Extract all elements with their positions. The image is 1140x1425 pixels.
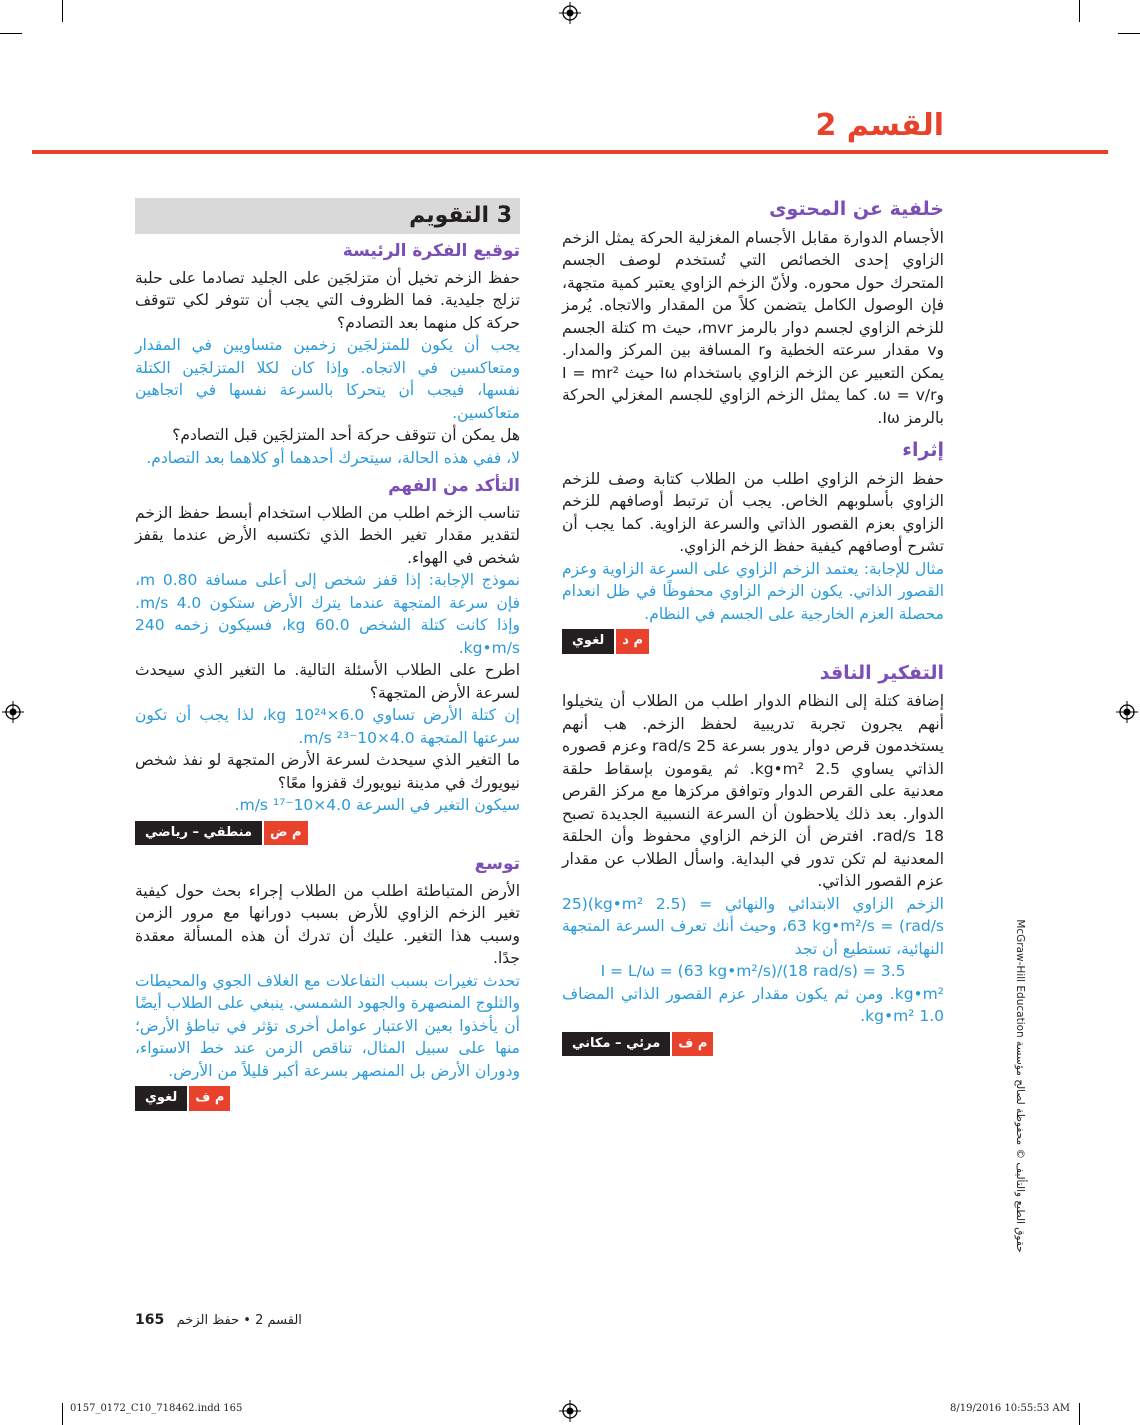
heading-critical-thinking: التفكير الناقد: [819, 661, 944, 684]
answer-text: kg•m². ومن ثم يكون مقدار عزم القصور الذاتي المضاف 1.0 kg•m².: [562, 984, 944, 1025]
crop-mark: [62, 0, 63, 22]
section-title: القسم 2: [815, 108, 944, 143]
copyright-sidebar: [1010, 910, 1036, 1270]
answer-text: الزخم الزاوي الابتدائي والنهائي = (2.5 kg•m²)(25 rad/s) = 63 kg•m²/s، وحيث أنك تعرف السرعة المتجهة النهائية، تستطيع أن تجد: [562, 894, 945, 958]
learning-style-tag: مرئي – مكاني: [562, 1032, 670, 1057]
crop-mark: [1079, 0, 1080, 22]
heading-check-understanding: التأكد من الفهم: [388, 476, 520, 496]
slug-timestamp: 8/19/2016 10:55:53 AM: [949, 1403, 1070, 1414]
paragraph: اطرح على الطلاب الأسئلة التالية. ما التغير الذي سيحدث لسرعة الأرض المتجهة؟: [135, 661, 520, 702]
copyright-text: حقوق الطبع والتأليف © محفوظة لصالح مؤسسة McGraw-Hill Education: [1014, 919, 1026, 1253]
formula: I = L/ω = (63 kg•m²/s)/(18 rad/s) = 3.5: [600, 962, 906, 980]
learning-style-tag: لغوي: [135, 1086, 187, 1111]
heading-enrichment: إثراء: [902, 439, 944, 461]
crop-mark: [1079, 1403, 1080, 1425]
paragraph: تناسب الزخم اطلب من الطلاب استخدام أبسط حفظ الزخم لتقدير مقدار تغير الخط الذي تكتسبه الأرض عندما يقفز شخص في الهواء.: [135, 503, 520, 567]
tag-row: [135, 821, 520, 846]
paragraph: الأجسام الدوارة مقابل الأجسام المغزلية الحركة يمثل الزخم الزاوي إحدى الخصائص التي تُستخدم لوصف الجسم المتحرك حول محوره. ولأنّ الزخم الزاوي يعتبر كمية متجهة، فإن الوصول الكامل يتضمن كلاً من المقدار والاتجاه. يُرمز للزخم الزاوي لجسم دوار بالرمز mvr، حيث m كتلة الجسم وv مقدار سرعته الخطية وr المسافة بين المركز والمدار. يمكن التعبير عن الزخم الزاوي باستخدام Iω حيث I = mr² وω = v/r. كما يمثل الزخم الزاوي للجسم المغزلي الحركة بالرمز Iω.: [562, 228, 945, 427]
level-tag: م ف: [189, 1086, 230, 1111]
page-footer: [135, 1312, 302, 1328]
registration-mark-icon: [559, 1400, 581, 1422]
heading-extend: توسع: [474, 854, 520, 874]
page-number: 165: [135, 1312, 165, 1328]
answer-text: تحدث تغيرات بسبب التفاعلات مع الغلاف الجوي والمحيطات والثلوج المنصهرة والجهود الشمسي. ينبغي على الطلاب أيضًا أن يأخذوا بعين الاعتبار عوامل أخرى تؤثر في تباطؤ الأرض؛ منها على سبيل المثال، تناقص الزمن عند خط الاستواء، ودوران الأرض بل المنصهر بسرعة أكبر قليلاً من الأرض.: [135, 971, 520, 1080]
paragraph: الأرض المتباطئة اطلب من الطلاب إجراء بحث حول كيفية تغير الزخم الزاوي للأرض بسبب دورانها مع مرور الزمن وسبب هذا التغير. عليك أن تدرك أن هذه المسألة معقدة جدًا.: [135, 881, 520, 967]
answer-text: يجب أن يكون للمتزلجَين زخمين متساويين في المقدار ومتعاكسين في الاتجاه. وإذا كان لكلا المتزلجَين الكتلة نفسها، فيجب أن يتحركا بالسرعة نفسها في اتجاهين متعاكسين.: [135, 336, 520, 422]
paragraph: حفظ الزخم تخيل أن متزلجَين على الجليد تصادما على حلبة تزلج جليدية. فما الظروف التي يجب أن تتوفر لكي تتوقف حركة كل منهما بعد التصادم؟: [135, 268, 520, 332]
paragraph: حفظ الزخم الزاوي اطلب من الطلاب كتابة وصف للزخم الزاوي بأسلوبهم الخاص. يجب أن ترتبط أوصافهم للزخم الزاوي بعزم القصور الذاتي والسرعة الزاوية. كما يجب أن تشرح أوصافهم كيفية حفظ الزخم الزاوي.: [562, 469, 944, 555]
registration-mark-icon: [559, 2, 581, 24]
answer-text: سيكون التغير في السرعة 4.0×10⁻¹⁷ m/s.: [234, 796, 520, 814]
crop-mark: [1118, 33, 1140, 34]
title-rule: [32, 150, 1108, 154]
assessment-header: [135, 198, 520, 234]
left-column: [135, 198, 520, 1119]
learning-style-tag: لغوي: [562, 629, 614, 654]
answer-text: مثال للإجابة: يعتمد الزخم الزاوي على السرعة الزاوية وعزم القصور الذاتي. يكون الزخم الزاوي محفوظًا في ظل انعدام محصلة العزم الخارجية على الجسم في النظام.: [562, 559, 944, 623]
level-tag: م ف: [672, 1032, 713, 1057]
assessment-title: 3 التقويم: [409, 202, 512, 228]
registration-mark-icon: [1116, 701, 1138, 723]
level-tag: م د: [616, 629, 649, 654]
paragraph: هل يمكن أن تتوقف حركة أحد المتزلجَين قبل التصادم؟: [172, 426, 520, 444]
level-tag: م ض: [264, 821, 308, 846]
tag-row: [135, 1086, 520, 1111]
heading-content-background: خلفية عن المحتوى: [769, 198, 944, 220]
answer-text: لا، ففي هذه الحالة، سيتحرك أحدهما أو كلاهما بعد التصادم.: [146, 448, 520, 467]
learning-style-tag: منطقي – رياضي: [135, 821, 262, 846]
heading-main-idea: توقيع الفكرة الرئيسة: [342, 241, 520, 261]
crop-mark: [62, 1403, 63, 1425]
crop-mark: [0, 33, 22, 34]
paragraph: إضافة كتلة إلى النظام الدوار اطلب من الطلاب أن يتخيلوا أنهم يجرون تجربة تدريبية لحفظ الزخم. هب أنهم يستخدمون قرص دوار يدور بسرعة 25 rad/s وعزم قصوره الذاتي يساوي 2.5 kg•m². ثم يقومون بإسقاط حلقة معدنية على القرص الدوار وتوافق مركزها مع مركز القرص الدوار. بعد ذلك يلاحظون أن السرعة النسبية الجديدة تصبح 18 rad/s. افترض أن الزخم الزاوي محفوظ وأن الحلقة المعدنية لم تكن تدور في البداية. واسأل الطلاب عن مقدار عزم القصور الذاتي.: [562, 692, 945, 890]
registration-mark-icon: [2, 701, 24, 723]
slug-file-info: 0157_0172_C10_718462.indd 165: [70, 1403, 243, 1414]
tag-row: [562, 1032, 944, 1057]
tag-row: [562, 629, 944, 654]
footer-label: القسم 2 • حفظ الزخم: [176, 1313, 302, 1328]
right-column: [562, 198, 944, 1064]
paragraph: ما التغير الذي سيحدث لسرعة الأرض المتجهة لو نفذ شخص نيويورك في مدينة نيويورك قفزوا معًا؟: [135, 751, 520, 792]
answer-text: إن كتلة الأرض تساوي 6.0×10²⁴ kg، لذا يجب أن تكون سرعتها المتجهة 4.0×10⁻²³ m/s.: [135, 706, 520, 747]
answer-text: نموذج الإجابة: إذا قفز شخص إلى أعلى مسافة 0.80 m، فإن سرعة المتجهة عندما يترك الأرض ستكون 4.0 m/s. وإذا كانت كتلة الشخص 60.0 kg، فسيكون زخمه 240 kg•m/s.: [135, 571, 520, 657]
